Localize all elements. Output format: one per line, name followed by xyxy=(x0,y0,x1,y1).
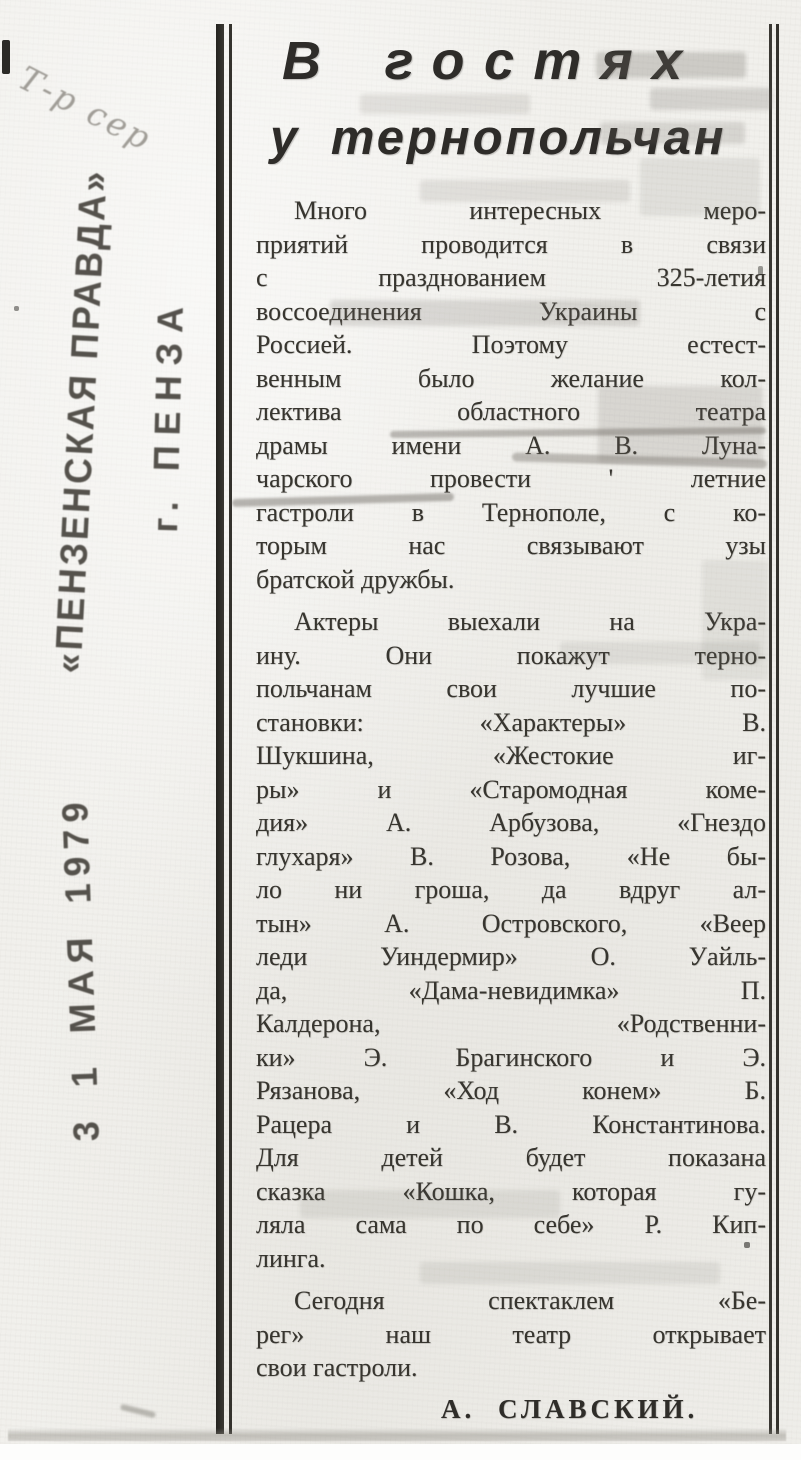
text-line: лектива областного театра xyxy=(256,397,766,426)
text-line: тын» А. Островского, «Веер xyxy=(256,908,766,938)
right-column-rule-outer xyxy=(769,24,772,1434)
scan-artifact xyxy=(14,306,19,311)
text-line: дия» А. Арбузова, «Гнездо xyxy=(256,808,766,837)
clipping-edge-shadow xyxy=(8,1428,786,1441)
text-line: братской дружбы. xyxy=(256,564,455,594)
text-line: венным было желание кол- xyxy=(256,363,766,393)
text-line: воссоединения Украины с xyxy=(256,296,766,326)
text-line: Для детей будет показана xyxy=(256,1143,766,1172)
text-line: чарского провести ' летние xyxy=(256,464,766,493)
article-title-line-2: у тернопольчан xyxy=(270,111,727,165)
text-line: польчанам свои лучшие по- xyxy=(256,674,766,703)
text-line: с празднованием 325-летия xyxy=(256,263,766,292)
text-line: гастроли в Тернополе, с ко- xyxy=(256,497,766,527)
stamp-date: 3 1 МАЯ 1979 xyxy=(53,794,107,1142)
text-line: линга. xyxy=(256,1243,326,1273)
text-line: ляла сама по себе» Р. Кип- xyxy=(256,1210,766,1239)
article-title-line-1: В гостях xyxy=(282,31,702,91)
text-line: Много интересных меро- xyxy=(294,196,766,225)
pencil-mark xyxy=(120,1404,156,1419)
text-line: да, «Дама-невидимка» П. xyxy=(256,975,766,1005)
paragraph xyxy=(256,1284,766,1385)
scan-artifact xyxy=(2,40,10,74)
text-line: рег» наш театр открывает xyxy=(256,1319,766,1349)
text-line: свои гастроли. xyxy=(256,1353,418,1382)
text-line: приятий проводится в связи xyxy=(256,229,766,259)
paragraph xyxy=(256,605,766,1275)
text-line: ры» и «Старомодная коме- xyxy=(256,774,766,804)
stamp-city: г. ПЕНЗА xyxy=(144,296,192,534)
text-line: сказка «Кошка, которая гу- xyxy=(256,1176,766,1206)
text-line: Россией. Поэтому естест- xyxy=(256,330,766,359)
margin-handwriting-note: Т-р сер xyxy=(12,58,160,159)
text-line: торым нас связывают узы xyxy=(256,531,766,560)
text-line: леди Уиндермир» О. Уайль- xyxy=(256,942,766,971)
article-signature: А. СЛАВСКИЙ. xyxy=(441,1393,699,1424)
text-line: Калдерона, «Родственни- xyxy=(256,1009,766,1038)
text-line: Рязанова, «Ход конем» Б. xyxy=(256,1076,766,1105)
text-line: драмы имени А. В. Луна- xyxy=(256,430,766,460)
left-column-rule-thick xyxy=(216,24,224,1434)
paragraph xyxy=(256,194,766,596)
stamp-newspaper-name: «ПЕНЗЕНСКАЯ ПРАВДА» xyxy=(46,167,116,675)
article-body xyxy=(256,194,766,1385)
text-line: Актеры выехали на Укра- xyxy=(294,607,766,636)
article xyxy=(256,32,766,1425)
text-line: Сегодня спектаклем «Бе- xyxy=(294,1286,766,1315)
text-line: глухаря» В. Розова, «Не бы- xyxy=(256,841,766,871)
text-line: ло ни гроша, да вдруг ал- xyxy=(256,875,766,904)
text-line: становки: «Характеры» В. xyxy=(256,707,766,737)
text-line: ки» Э. Брагинского и Э. xyxy=(256,1042,766,1072)
left-column-rule-thin xyxy=(229,24,232,1434)
text-line: ину. Они покажут терно- xyxy=(256,640,766,670)
text-line: Рацера и В. Константинова. xyxy=(256,1109,766,1139)
text-line: Шукшина, «Жестокие иг- xyxy=(256,741,766,770)
right-column-rule-inner xyxy=(776,24,779,1434)
